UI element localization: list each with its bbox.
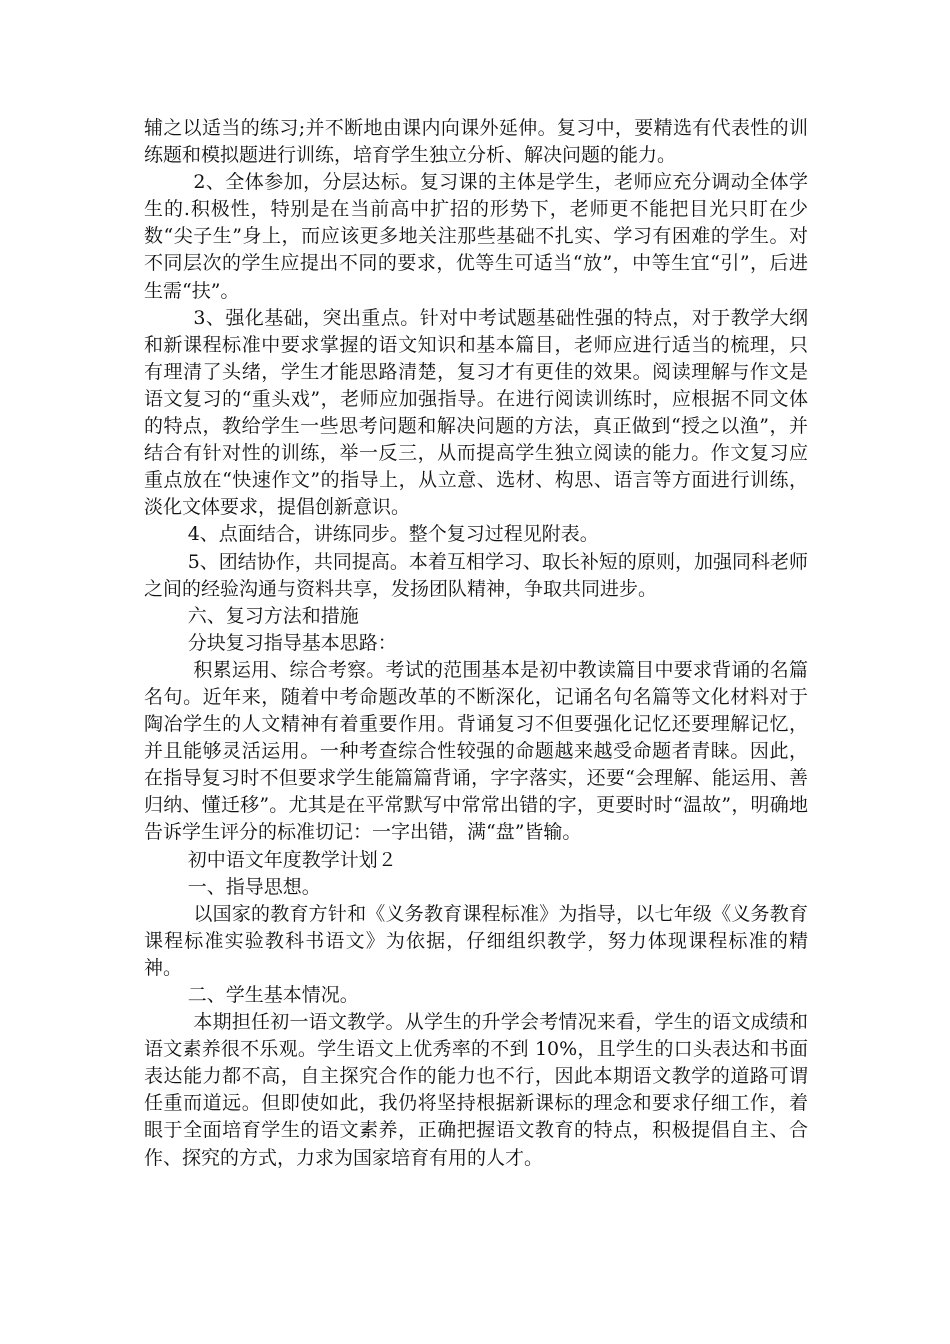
paragraph-point-2: 2、全体参加，分层达标。复习课的主体是学生，老师应充分调动全体学生的.积极性，特别是在当前高中扩招的形势下，老师更不能把目光只盯在少数“尖子生”身上，而应该更多地关注那些基础不扎实、学习有困难的学生。对不同层次的学生应提出不同的要求，优等生可适当“放”，中等生宜“引”，后进生需“扶”。 (144, 171, 808, 302)
document-page (144, 115, 808, 1172)
subheading-block-review: 分块复习指导基本思路： (187, 631, 397, 654)
section-heading-student-situation: 二、学生基本情况。 (187, 984, 359, 1006)
paragraph-point-4: 4、点面结合，讲练同步。整个复习过程见附表。 (187, 523, 599, 546)
document-title-plan-2: 初中语文年度教学计划２ (187, 848, 397, 871)
paragraph-accumulation: 积累运用、综合考察。考试的范围基本是初中教读篇目中要求背诵的名篇名句。近年来，随着中考命题改革的不断深化，记诵名句名篇等文化材料对于陶冶学生的人文精神有着重要作用。背诵复习不但要强化记忆还要理解记忆，并且能够灵活运用。一种考查综合性较强的命题越来越受命题者青睐。因此，在指导复习时不但要求学生能篇篇背诵，字字落实，还要“会理解、能运用、善归纳、懂迁移”。尤其是在平常默写中常常出错的字，更要时时“温故”，明确地告诉学生评分的标准切记：一字出错，满“盘”皆输。 (144, 658, 808, 844)
paragraph-point-5: 5、团结协作，共同提高。本着互相学习、取长补短的原则，加强同科老师之间的经验沟通与资料共享，发扬团队精神，争取共同进步。 (144, 550, 808, 600)
section-heading-methods: 六、复习方法和措施 (187, 604, 359, 627)
section-heading-guiding-thought: 一、指导思想。 (187, 875, 321, 898)
paragraph-guiding-thought: 以国家的教育方针和《义务教育课程标准》为指导，以七年级《义务教育课程标准实验教科书语文》为依据，仔细组织教学，努力体现课程标准的精神。 (144, 902, 808, 979)
paragraph-student-situation: 本期担任初一语文教学。从学生的升学会考情况来看，学生的语文成绩和语文素养很不乐观。学生语文上优秀率的不到 10%，且学生的口头表达和书面表达能力都不高，自主探究合作的能力也不行，因此本期语文教学的道路可谓任重而道远。但即使如此，我仍将坚持根据新课标的理念和要求仔细工作，着眼于全面培育学生的语文素养，正确把握语文教育的特点，积极提倡自主、合作、探究的方式，力求为国家培育有用的人才。 (144, 1011, 808, 1169)
paragraph-review-practice: 辅之以适当的练习;并不断地由课内向课外延伸。复习中，要精选有代表性的训练题和模拟题进行训练，培育学生独立分析、解决问题的能力。 (144, 117, 808, 167)
paragraph-point-3: 3、强化基础，突出重点。针对中考试题基础性强的特点，对于教学大纲和新课程标准中要求掌握的语文知识和基本篇目，老师应进行适当的梳理，只有理清了头绪，学生才能思路清楚，复习才有更佳的效果。阅读理解与作文是语文复习的“重头戏”，老师应加强指导。在进行阅读训练时，应根据不同文体的特点，教给学生一些思考问题和解决问题的方法，真正做到“授之以渔”，并结合有针对性的训练，举一反三，从而提高学生独立阅读的能力。作文复习应重点放在“快速作文”的指导上，从立意、选材、构思、语言等方面进行训练，淡化文体要求，提倡创新意识。 (144, 306, 808, 519)
